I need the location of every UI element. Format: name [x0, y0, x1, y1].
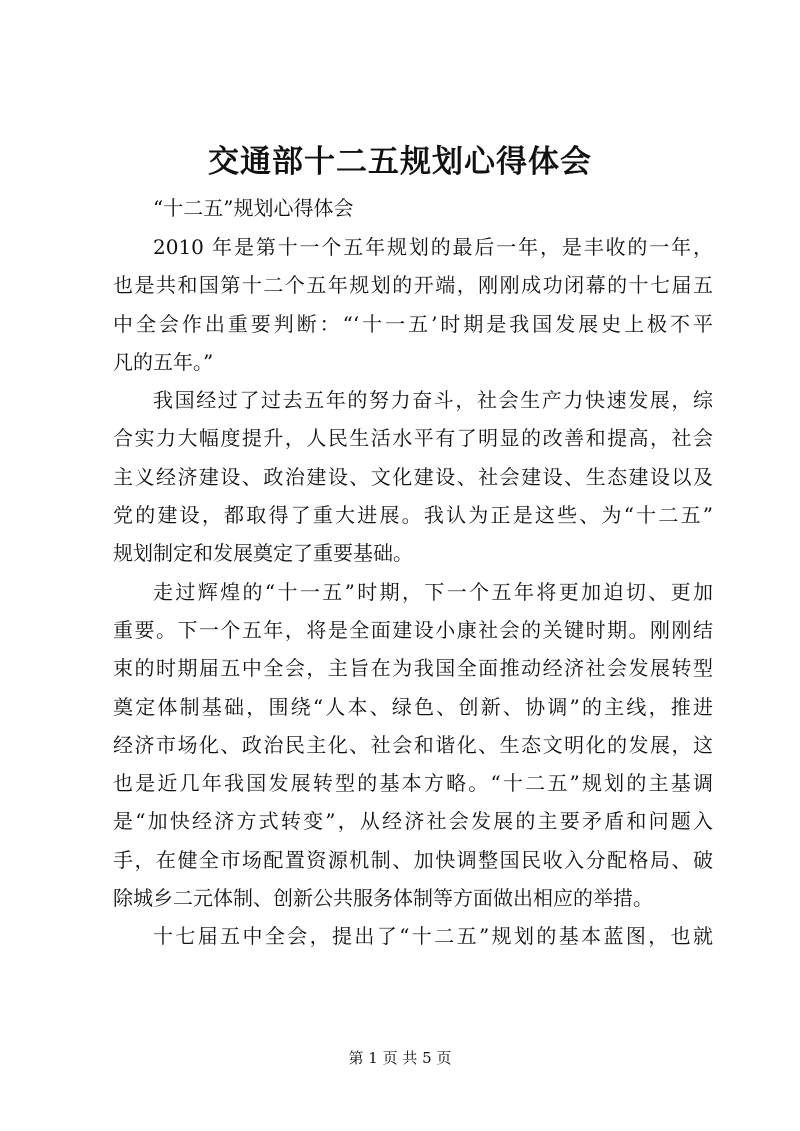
paragraph [113, 573, 713, 918]
text-line: 凡的五年。” [113, 349, 214, 374]
text-line: 是“加快经济方式转变”，从经济社会发展的主要矛盾和问题入 [113, 809, 713, 834]
paragraph [113, 917, 713, 955]
text-line: 合实力大幅度提升，人民生活水平有了明显的改善和提高，社会 [113, 426, 713, 451]
document-subtitle: “十二五”规划心得体会 [153, 196, 354, 220]
text-line: 主义经济建设、政治建设、文化建设、社会建设、生态建设以及 [113, 464, 713, 489]
text-line: 手，在健全市场配置资源机制、加快调整国民收入分配格局、破 [113, 847, 713, 872]
paragraph [113, 228, 713, 381]
text-line: 除城乡二元体制、创新公共服务体制等方面做出相应的举措。 [113, 886, 653, 911]
text-line: 我国经过了过去五年的努力奋斗，社会生产力快速发展，综 [153, 388, 713, 413]
text-line: 奠定体制基础，围绕“人本、绿色、创新、协调”的主线，推进 [113, 694, 713, 719]
text-line: 十七届五中全会，提出了“十二五”规划的基本蓝图，也就 [153, 924, 713, 949]
text-line: 重要。下一个五年，将是全面建设小康社会的关键时期。刚刚结 [113, 617, 713, 642]
document-body [113, 228, 713, 956]
paragraph [113, 381, 713, 572]
text-line: 束的时期届五中全会，主旨在为我国全面推动经济社会发展转型 [113, 656, 713, 681]
text-line: 也是近几年我国发展转型的基本方略。“十二五”规划的主基调 [113, 771, 713, 796]
text-line: 中全会作出重要判断：“‘十一五’时期是我国发展史上极不平 [113, 311, 713, 336]
page-number-footer: 第 1 页 共 5 页 [348, 1049, 452, 1067]
text-line: 也是共和国第十二个五年规划的开端，刚刚成功闭幕的十七届五 [113, 273, 713, 298]
document-title: 交通部十二五规划心得体会 [208, 144, 592, 180]
text-line: 党的建设，都取得了重大进展。我认为正是这些、为“十二五” [113, 503, 713, 528]
text-line: 经济市场化、政治民主化、社会和谐化、生态文明化的发展，这 [113, 732, 713, 757]
text-line: 2010 年是第十一个五年规划的最后一年，是丰收的一年， [153, 235, 713, 259]
text-line: 走过辉煌的“十一五”时期，下一个五年将更加迫切、更加 [153, 579, 713, 604]
text-line: 规划制定和发展奠定了重要基础。 [113, 541, 413, 566]
